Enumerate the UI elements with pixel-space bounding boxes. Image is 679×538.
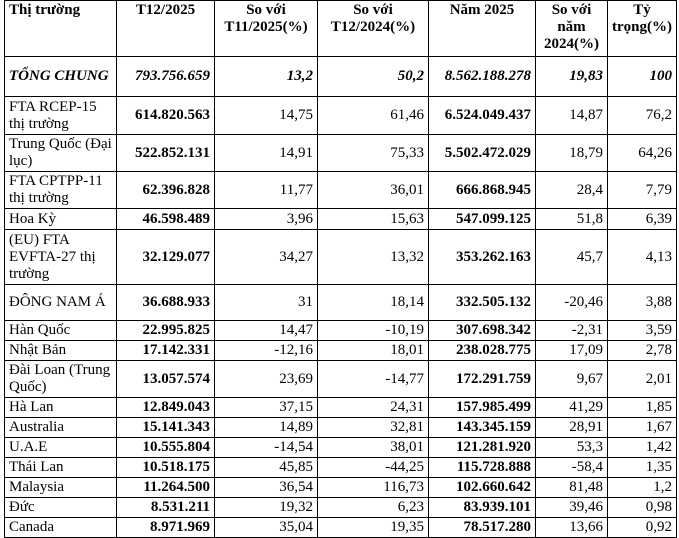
header-vs-t12-2024: So với T12/2024(%) [318,1,429,57]
vs-t12-2024-cell: 50,2 [318,57,429,97]
vs-t11-cell: 34,27 [215,230,318,285]
vs-t11-cell: 14,91 [215,135,318,172]
trade-table [4,0,677,538]
vs-t11-cell: 45,85 [215,458,318,478]
vs-year-2024-cell: 17,09 [536,341,608,361]
vs-t12-2024-cell: 61,46 [318,97,429,135]
share-cell: 0,92 [608,518,677,538]
t12-cell: 522.852.131 [117,135,215,172]
t12-cell: 17.142.331 [117,341,215,361]
t12-cell: 8.971.969 [117,518,215,538]
vs-year-2024-cell: 53,3 [536,438,608,458]
year-cell: 307.698.342 [429,321,536,341]
vs-t12-2024-cell: 19,35 [318,518,429,538]
vs-t11-cell: 37,15 [215,398,318,418]
year-cell: 172.291.759 [429,361,536,398]
vs-year-2024-cell: 51,8 [536,209,608,230]
market-cell: Malaysia [5,478,117,498]
table-row [5,498,677,518]
share-cell: 1,35 [608,458,677,478]
table-row [5,209,677,230]
year-cell: 5.502.472.029 [429,135,536,172]
market-cell: (EU) FTA EVFTA-27 thị trường [5,230,117,285]
header-share: Tỷ trọng(%) [608,1,677,57]
market-cell: ĐÔNG NAM Á [5,285,117,321]
market-cell: Hàn Quốc [5,321,117,341]
t12-cell: 22.995.825 [117,321,215,341]
vs-t12-2024-cell: 75,33 [318,135,429,172]
vs-t11-cell: 19,32 [215,498,318,518]
vs-t11-cell: 23,69 [215,361,318,398]
t12-cell: 793.756.659 [117,57,215,97]
year-cell: 6.524.049.437 [429,97,536,135]
table-row [5,398,677,418]
vs-t12-2024-cell: 18,14 [318,285,429,321]
t12-cell: 614.820.563 [117,97,215,135]
share-cell: 1,85 [608,398,677,418]
year-cell: 238.028.775 [429,341,536,361]
vs-year-2024-cell: 13,66 [536,518,608,538]
vs-t12-2024-cell: 38,01 [318,438,429,458]
header-year: Năm 2025 [429,1,536,57]
table-row [5,321,677,341]
year-cell: 353.262.163 [429,230,536,285]
year-cell: 8.562.188.278 [429,57,536,97]
vs-t12-2024-cell: 116,73 [318,478,429,498]
share-cell: 1,2 [608,478,677,498]
share-cell: 64,26 [608,135,677,172]
t12-cell: 8.531.211 [117,498,215,518]
vs-t12-2024-cell: 18,01 [318,341,429,361]
share-cell: 0,98 [608,498,677,518]
vs-t12-2024-cell: -44,25 [318,458,429,478]
market-cell: Đức [5,498,117,518]
t12-cell: 36.688.933 [117,285,215,321]
total-row [5,57,677,97]
vs-year-2024-cell: 28,91 [536,418,608,438]
vs-t12-2024-cell: 24,31 [318,398,429,418]
vs-year-2024-cell: -20,46 [536,285,608,321]
vs-t11-cell: 3,96 [215,209,318,230]
market-cell: Canada [5,518,117,538]
table-row [5,418,677,438]
t12-cell: 15.141.343 [117,418,215,438]
vs-year-2024-cell: 14,87 [536,97,608,135]
table-row [5,341,677,361]
share-cell: 2,78 [608,341,677,361]
vs-t11-cell: 36,54 [215,478,318,498]
t12-cell: 10.518.175 [117,458,215,478]
table-row [5,361,677,398]
year-cell: 78.517.280 [429,518,536,538]
vs-year-2024-cell: 18,79 [536,135,608,172]
market-cell: Trung Quốc (Đại lục) [5,135,117,172]
year-cell: 666.868.945 [429,172,536,209]
share-cell: 2,01 [608,361,677,398]
market-cell: Hoa Kỳ [5,209,117,230]
vs-t11-cell: -14,54 [215,438,318,458]
vs-t11-cell: 14,89 [215,418,318,438]
market-cell: Đài Loan (Trung Quốc) [5,361,117,398]
vs-t12-2024-cell: -10,19 [318,321,429,341]
t12-cell: 13.057.574 [117,361,215,398]
header-vs-t11: So với T11/2025(%) [215,1,318,57]
share-cell: 3,59 [608,321,677,341]
share-cell: 1,42 [608,438,677,458]
year-cell: 121.281.920 [429,438,536,458]
market-cell: Hà Lan [5,398,117,418]
share-cell: 6,39 [608,209,677,230]
year-cell: 115.728.888 [429,458,536,478]
table-row [5,135,677,172]
share-cell: 3,88 [608,285,677,321]
t12-cell: 62.396.828 [117,172,215,209]
table-row [5,458,677,478]
market-cell: Thái Lan [5,458,117,478]
vs-year-2024-cell: 9,67 [536,361,608,398]
year-cell: 157.985.499 [429,398,536,418]
vs-year-2024-cell: 28,4 [536,172,608,209]
t12-cell: 12.849.043 [117,398,215,418]
share-cell: 7,79 [608,172,677,209]
table-row [5,172,677,209]
vs-t11-cell: 35,04 [215,518,318,538]
market-cell: Australia [5,418,117,438]
t12-cell: 10.555.804 [117,438,215,458]
table-row [5,285,677,321]
table-row [5,230,677,285]
year-cell: 102.660.642 [429,478,536,498]
header-market: Thị trường [5,1,117,57]
vs-t11-cell: -12,16 [215,341,318,361]
market-cell: TỔNG CHUNG [5,57,117,97]
vs-t12-2024-cell: 15,63 [318,209,429,230]
header-row [5,1,677,57]
vs-t11-cell: 13,2 [215,57,318,97]
vs-t12-2024-cell: 32,81 [318,418,429,438]
vs-year-2024-cell: -2,31 [536,321,608,341]
table-row [5,97,677,135]
header-t12: T12/2025 [117,1,215,57]
table-row [5,438,677,458]
vs-t12-2024-cell: 6,23 [318,498,429,518]
market-cell: FTA RCEP-15 thị trường [5,97,117,135]
share-cell: 76,2 [608,97,677,135]
table-row [5,518,677,538]
vs-t11-cell: 11,77 [215,172,318,209]
vs-t11-cell: 14,47 [215,321,318,341]
year-cell: 332.505.132 [429,285,536,321]
t12-cell: 11.264.500 [117,478,215,498]
market-cell: Nhật Bản [5,341,117,361]
vs-t11-cell: 31 [215,285,318,321]
vs-year-2024-cell: -58,4 [536,458,608,478]
t12-cell: 32.129.077 [117,230,215,285]
vs-year-2024-cell: 45,7 [536,230,608,285]
vs-year-2024-cell: 19,83 [536,57,608,97]
header-vs-year-2024: So với năm 2024(%) [536,1,608,57]
vs-t11-cell: 14,75 [215,97,318,135]
year-cell: 547.099.125 [429,209,536,230]
t12-cell: 46.598.489 [117,209,215,230]
year-cell: 143.345.159 [429,418,536,438]
market-cell: U.A.E [5,438,117,458]
share-cell: 4,13 [608,230,677,285]
vs-year-2024-cell: 41,29 [536,398,608,418]
table-row [5,478,677,498]
vs-t12-2024-cell: -14,77 [318,361,429,398]
year-cell: 83.939.101 [429,498,536,518]
vs-year-2024-cell: 81,48 [536,478,608,498]
vs-t12-2024-cell: 36,01 [318,172,429,209]
vs-year-2024-cell: 39,46 [536,498,608,518]
vs-t12-2024-cell: 13,32 [318,230,429,285]
share-cell: 1,67 [608,418,677,438]
market-cell: FTA CPTPP-11 thị trường [5,172,117,209]
share-cell: 100 [608,57,677,97]
